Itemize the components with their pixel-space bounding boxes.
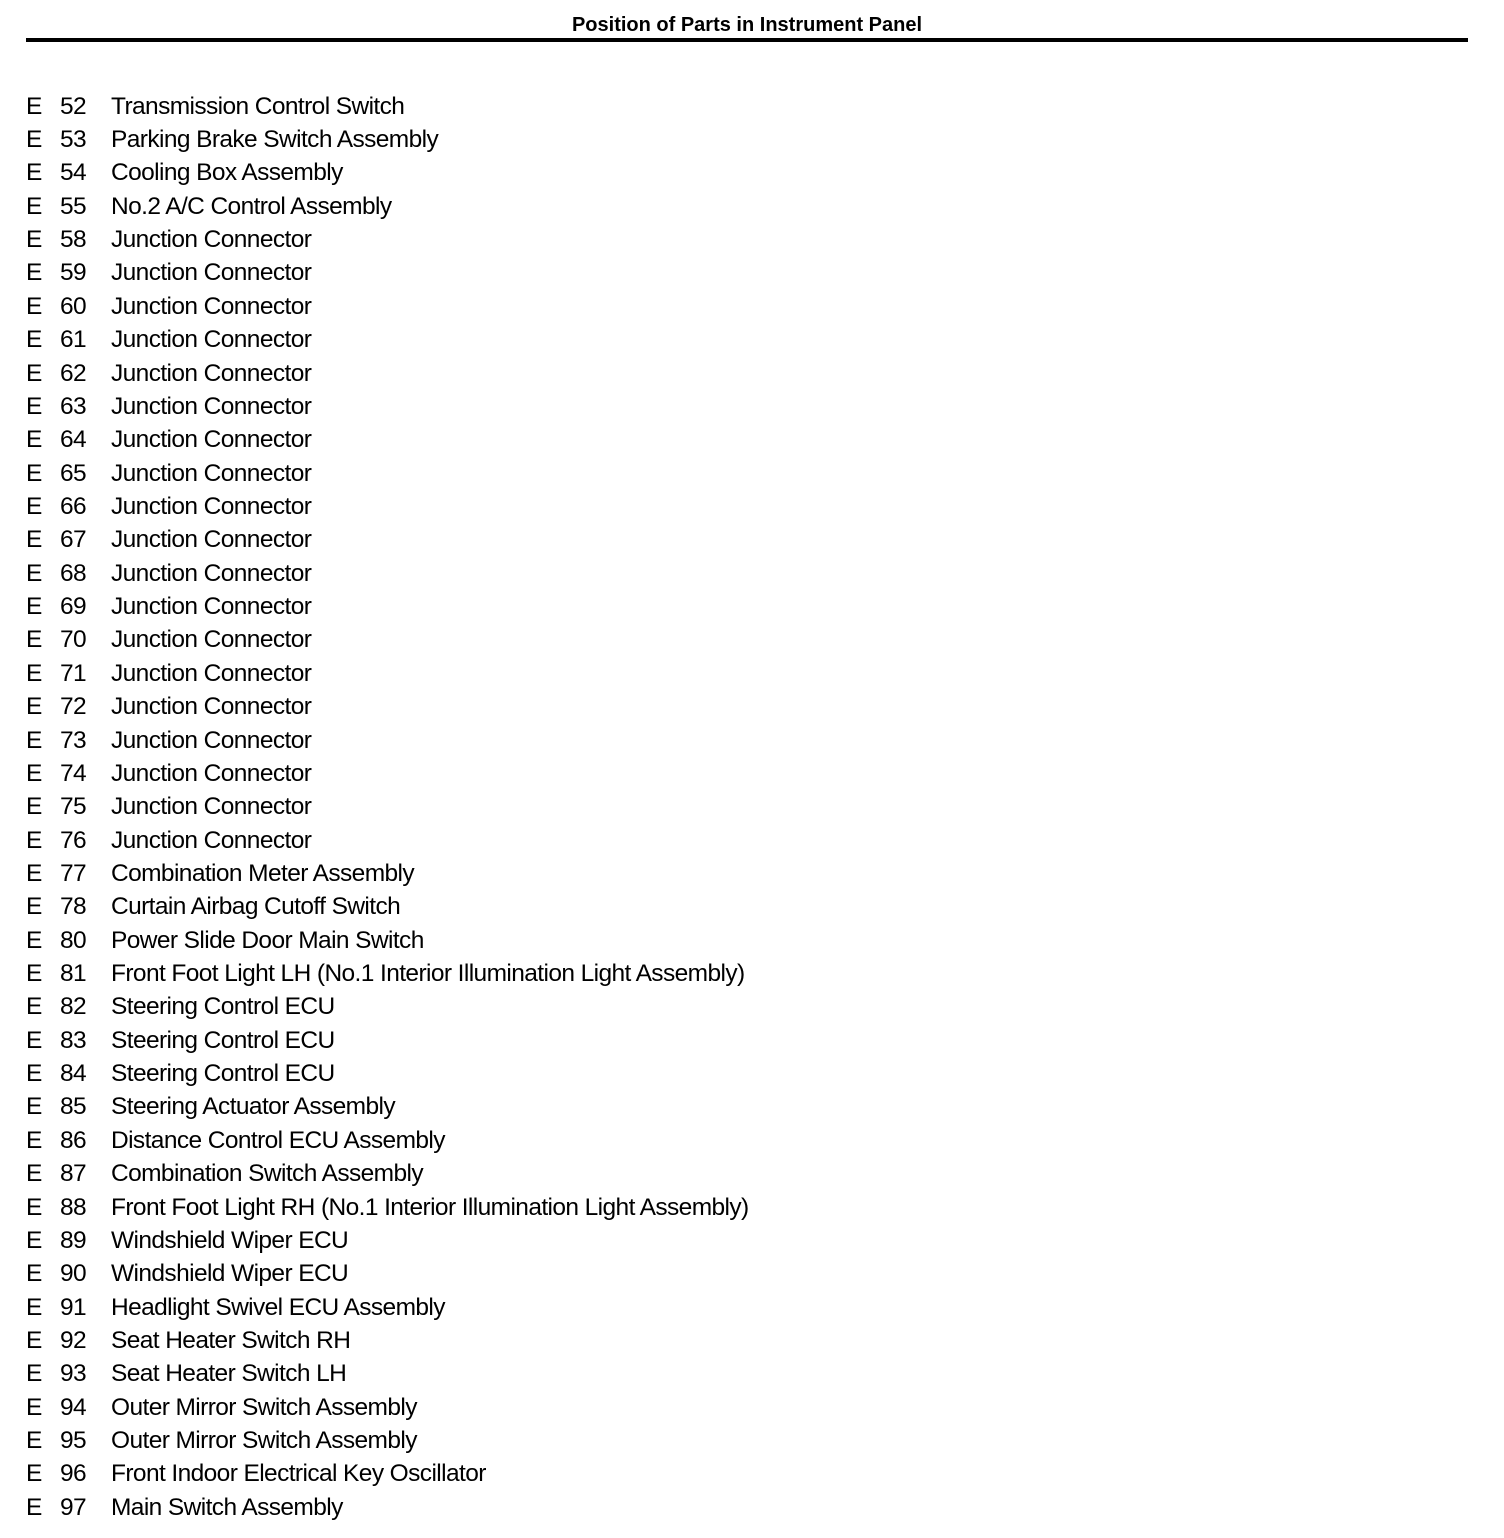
part-name: Junction Connector xyxy=(111,559,312,587)
part-name: Steering Control ECU xyxy=(111,1060,335,1088)
part-prefix: E xyxy=(26,1226,42,1254)
part-number: 74 xyxy=(60,759,87,787)
list-item xyxy=(26,590,749,623)
part-name: Seat Heater Switch RH xyxy=(111,1326,351,1354)
part-prefix: E xyxy=(26,326,42,354)
list-item xyxy=(26,1324,749,1357)
part-name: Junction Connector xyxy=(111,359,312,387)
part-prefix: E xyxy=(26,726,42,754)
part-name: Outer Mirror Switch Assembly xyxy=(111,1393,417,1421)
list-item xyxy=(26,424,749,457)
list-item xyxy=(26,657,749,690)
part-prefix: E xyxy=(26,126,42,154)
part-prefix: E xyxy=(26,593,42,621)
part-number: 52 xyxy=(60,92,87,120)
part-name: Junction Connector xyxy=(111,526,312,554)
part-name: Junction Connector xyxy=(111,259,312,287)
part-name: Transmission Control Switch xyxy=(111,92,405,120)
part-prefix: E xyxy=(26,1193,42,1221)
part-prefix: E xyxy=(26,1393,42,1421)
list-item xyxy=(26,957,749,990)
part-prefix: E xyxy=(26,1026,42,1054)
part-prefix: E xyxy=(26,626,42,654)
part-name: Windshield Wiper ECU xyxy=(111,1226,349,1254)
list-item xyxy=(26,190,749,223)
part-number: 85 xyxy=(60,1093,87,1121)
list-item xyxy=(26,490,749,523)
part-name: Main Switch Assembly xyxy=(111,1493,343,1521)
parts-list xyxy=(26,90,749,1524)
part-prefix: E xyxy=(26,192,42,220)
part-number: 72 xyxy=(60,693,87,721)
part-name: Curtain Airbag Cutoff Switch xyxy=(111,893,401,921)
list-item xyxy=(26,390,749,423)
list-item xyxy=(26,624,749,657)
part-number: 92 xyxy=(60,1326,87,1354)
part-number: 76 xyxy=(60,826,87,854)
part-name: Junction Connector xyxy=(111,659,312,687)
part-prefix: E xyxy=(26,492,42,520)
part-name: Front Foot Light RH (No.1 Interior Illumination Light Assembly) xyxy=(111,1193,749,1221)
part-name: Combination Meter Assembly xyxy=(111,859,415,887)
part-number: 66 xyxy=(60,492,87,520)
part-prefix: E xyxy=(26,926,42,954)
part-name: Front Foot Light LH (No.1 Interior Illumination Light Assembly) xyxy=(111,960,745,988)
part-number: 81 xyxy=(60,960,87,988)
part-name: Junction Connector xyxy=(111,492,312,520)
part-prefix: E xyxy=(26,1260,42,1288)
part-prefix: E xyxy=(26,1093,42,1121)
list-item xyxy=(26,223,749,256)
part-prefix: E xyxy=(26,1493,42,1521)
part-prefix: E xyxy=(26,1126,42,1154)
part-name: Junction Connector xyxy=(111,426,312,454)
list-item xyxy=(26,1491,749,1524)
list-item xyxy=(26,1224,749,1257)
list-item xyxy=(26,857,749,890)
part-name: Steering Control ECU xyxy=(111,993,335,1021)
part-name: Junction Connector xyxy=(111,759,312,787)
part-prefix: E xyxy=(26,1360,42,1388)
list-item xyxy=(26,1258,749,1291)
part-number: 83 xyxy=(60,1026,87,1054)
part-prefix: E xyxy=(26,1460,42,1488)
list-item xyxy=(26,257,749,290)
part-number: 67 xyxy=(60,526,87,554)
part-name: Junction Connector xyxy=(111,593,312,621)
part-prefix: E xyxy=(26,292,42,320)
part-name: Distance Control ECU Assembly xyxy=(111,1126,445,1154)
part-name: Junction Connector xyxy=(111,392,312,420)
list-item xyxy=(26,891,749,924)
part-prefix: E xyxy=(26,526,42,554)
part-prefix: E xyxy=(26,559,42,587)
part-number: 93 xyxy=(60,1360,87,1388)
list-item xyxy=(26,357,749,390)
list-item xyxy=(26,290,749,323)
part-number: 60 xyxy=(60,292,87,320)
part-number: 82 xyxy=(60,993,87,1021)
part-number: 64 xyxy=(60,426,87,454)
part-name: Front Indoor Electrical Key Oscillator xyxy=(111,1460,486,1488)
part-name: Seat Heater Switch LH xyxy=(111,1360,347,1388)
part-number: 78 xyxy=(60,893,87,921)
list-item xyxy=(26,1158,749,1191)
part-prefix: E xyxy=(26,1160,42,1188)
list-item xyxy=(26,557,749,590)
part-number: 75 xyxy=(60,793,87,821)
part-prefix: E xyxy=(26,826,42,854)
list-item xyxy=(26,1391,749,1424)
part-number: 86 xyxy=(60,1126,87,1154)
part-prefix: E xyxy=(26,859,42,887)
part-number: 80 xyxy=(60,926,87,954)
part-prefix: E xyxy=(26,392,42,420)
part-number: 73 xyxy=(60,726,87,754)
list-item xyxy=(26,1358,749,1391)
part-number: 89 xyxy=(60,1226,87,1254)
part-prefix: E xyxy=(26,426,42,454)
list-item xyxy=(26,791,749,824)
list-item xyxy=(26,1458,749,1491)
list-item xyxy=(26,724,749,757)
list-item xyxy=(26,1291,749,1324)
part-prefix: E xyxy=(26,159,42,187)
list-item xyxy=(26,991,749,1024)
part-name: Cooling Box Assembly xyxy=(111,159,343,187)
part-number: 68 xyxy=(60,559,87,587)
part-number: 70 xyxy=(60,626,87,654)
part-number: 94 xyxy=(60,1393,87,1421)
part-prefix: E xyxy=(26,693,42,721)
part-name: Junction Connector xyxy=(111,726,312,754)
list-item xyxy=(26,1024,749,1057)
part-number: 84 xyxy=(60,1060,87,1088)
part-number: 58 xyxy=(60,226,87,254)
part-number: 59 xyxy=(60,259,87,287)
part-number: 95 xyxy=(60,1427,87,1455)
list-item xyxy=(26,1057,749,1090)
part-number: 69 xyxy=(60,593,87,621)
part-prefix: E xyxy=(26,960,42,988)
part-prefix: E xyxy=(26,659,42,687)
part-name: Steering Actuator Assembly xyxy=(111,1093,395,1121)
list-item xyxy=(26,824,749,857)
part-name: No.2 A/C Control Assembly xyxy=(111,192,392,220)
list-item xyxy=(26,324,749,357)
part-name: Junction Connector xyxy=(111,292,312,320)
part-number: 65 xyxy=(60,459,87,487)
part-name: Junction Connector xyxy=(111,693,312,721)
list-item xyxy=(26,123,749,156)
part-number: 88 xyxy=(60,1193,87,1221)
part-number: 54 xyxy=(60,159,87,187)
list-item xyxy=(26,457,749,490)
list-item xyxy=(26,1424,749,1457)
part-prefix: E xyxy=(26,759,42,787)
part-number: 62 xyxy=(60,359,87,387)
list-item xyxy=(26,690,749,723)
part-number: 71 xyxy=(60,659,87,687)
part-number: 87 xyxy=(60,1160,87,1188)
part-prefix: E xyxy=(26,459,42,487)
part-prefix: E xyxy=(26,893,42,921)
part-number: 63 xyxy=(60,392,87,420)
list-item xyxy=(26,924,749,957)
part-name: Junction Connector xyxy=(111,626,312,654)
list-item xyxy=(26,1124,749,1157)
part-name: Parking Brake Switch Assembly xyxy=(111,126,439,154)
part-name: Power Slide Door Main Switch xyxy=(111,926,424,954)
part-name: Junction Connector xyxy=(111,826,312,854)
part-prefix: E xyxy=(26,1060,42,1088)
part-prefix: E xyxy=(26,259,42,287)
part-name: Junction Connector xyxy=(111,793,312,821)
part-number: 96 xyxy=(60,1460,87,1488)
part-prefix: E xyxy=(26,1326,42,1354)
part-name: Steering Control ECU xyxy=(111,1026,335,1054)
part-name: Headlight Swivel ECU Assembly xyxy=(111,1293,445,1321)
part-prefix: E xyxy=(26,1293,42,1321)
part-name: Junction Connector xyxy=(111,459,312,487)
part-name: Junction Connector xyxy=(111,326,312,354)
part-prefix: E xyxy=(26,793,42,821)
header-rule xyxy=(26,38,1468,42)
list-item xyxy=(26,1091,749,1124)
part-name: Outer Mirror Switch Assembly xyxy=(111,1427,417,1455)
part-number: 91 xyxy=(60,1293,87,1321)
list-item xyxy=(26,157,749,190)
part-number: 61 xyxy=(60,326,87,354)
part-number: 97 xyxy=(60,1493,87,1521)
part-number: 53 xyxy=(60,126,87,154)
part-prefix: E xyxy=(26,993,42,1021)
list-item xyxy=(26,1191,749,1224)
part-number: 55 xyxy=(60,192,87,220)
part-number: 90 xyxy=(60,1260,87,1288)
list-item xyxy=(26,524,749,557)
list-item xyxy=(26,90,749,123)
part-prefix: E xyxy=(26,1427,42,1455)
part-number: 77 xyxy=(60,859,87,887)
part-name: Windshield Wiper ECU xyxy=(111,1260,349,1288)
part-name: Junction Connector xyxy=(111,226,312,254)
part-prefix: E xyxy=(26,92,42,120)
page-title: Position of Parts in Instrument Panel xyxy=(571,14,923,36)
list-item xyxy=(26,757,749,790)
part-prefix: E xyxy=(26,226,42,254)
part-prefix: E xyxy=(26,359,42,387)
part-name: Combination Switch Assembly xyxy=(111,1160,423,1188)
